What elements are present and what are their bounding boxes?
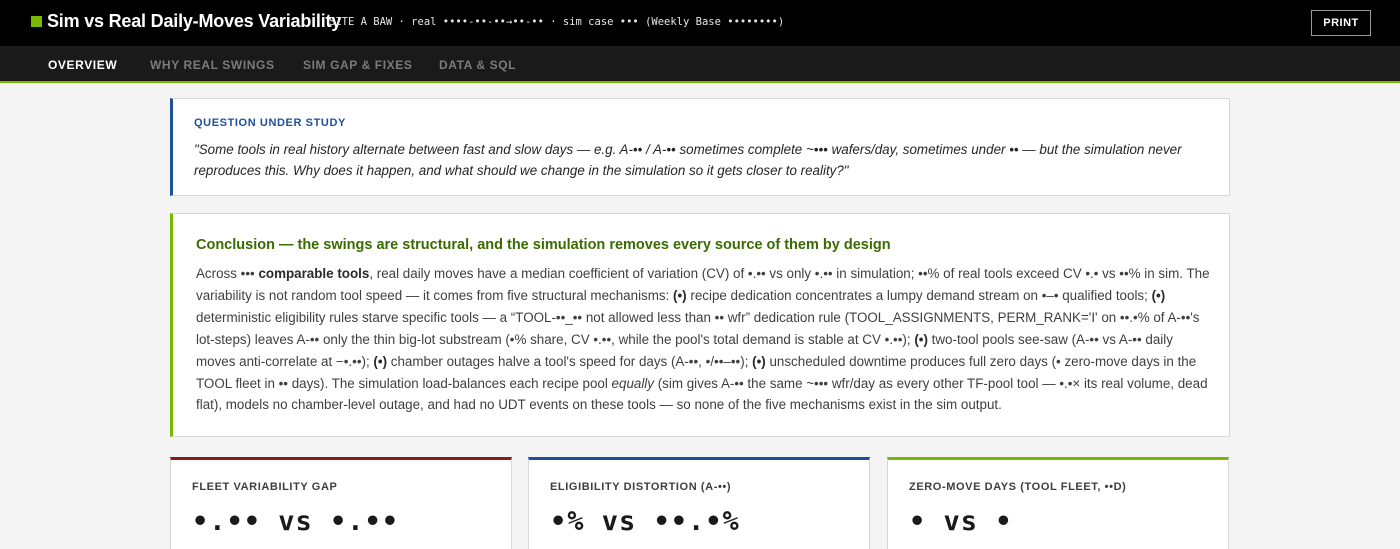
brand-logo-square: [31, 16, 42, 27]
mechanism-marker: (•): [752, 353, 766, 369]
conclusion-title: Conclusion — the swings are structural, and the simulation removes every source of them by design: [196, 237, 891, 253]
top-header-bar: [0, 0, 1400, 46]
tab-bar: [0, 46, 1400, 83]
conclusion-text: , real daily moves have a median coefficient of variation (CV) of •.•• vs only •.•• in simulation; ••% of real tools exceed CV •.• vs ••% in sim. The variability is not random tool speed — it comes from five structural mechanisms:: [196, 266, 1210, 303]
mechanism-marker: (•): [673, 287, 687, 303]
conclusion-text: two-tool pools see-saw (A-•• vs A-•• daily moves anti-correlate at −•.••);: [196, 331, 1173, 369]
metric-card-zero-move-days: [887, 457, 1229, 549]
page-subtitle: SITE A BAW · real ••••-••-••→••-•• · sim case ••• (Weekly Base ••••••••): [329, 16, 785, 28]
conclusion-card: [170, 213, 1230, 437]
metric-card-eligibility-distortion: [528, 457, 870, 549]
tab-why-real-swings[interactable]: WHY REAL SWINGS: [150, 58, 275, 72]
metric-label: ZERO-MOVE DAYS (TOOL FLEET, ••D): [909, 481, 1127, 493]
question-text: "Some tools in real history alternate between fast and slow days — e.g. A-•• / A-•• sometimes complete ~••• wafers/day, sometimes under •• — but the simulation never reproduces this. Why does it happen, and what should we change in the simulation so it gets closer to reality?": [194, 142, 1182, 178]
tab-sim-gap-fixes[interactable]: SIM GAP & FIXES: [303, 58, 413, 72]
metric-value: •.•• vs •.••: [192, 506, 400, 537]
mechanism-marker: (•): [914, 331, 928, 347]
metric-label: FLEET VARIABILITY GAP: [192, 481, 338, 493]
conclusion-text: deterministic eligibility rules starve specific tools — a “TOOL-••_•• not allowed less than •• wfr” dedication rule (TOOL_ASSIGNMENTS, PERM_RANK='I' on ••.•% of A-••'s lot-steps) leaves A-•• only the thin big-lot substream (•% share, CV •.••, while the pool's total demand is stable at CV •.••);: [196, 309, 1200, 347]
conclusion-text: unscheduled downtime produces full zero days (• zero-move days in the TOOL fleet in •• days). The simulation load-balances each recipe pool: [196, 353, 1197, 391]
question-card: [170, 98, 1230, 196]
tab-data-sql[interactable]: DATA & SQL: [439, 58, 517, 72]
conclusion-emphasis: comparable tools: [258, 266, 370, 281]
page-title: Sim vs Real Daily-Moves Variability: [47, 11, 342, 31]
conclusion-text: (sim gives A-•• the same ~••• wfr/day as every other TF-pool tool — •.•× its real volume, dead flat), models no chamber-level outage, and had no UDT events on these tools — so none of the five mechanisms exist in the sim output.: [196, 375, 1208, 413]
question-label: QUESTION UNDER STUDY: [194, 117, 346, 129]
metric-card-fleet-variability: [170, 457, 512, 549]
conclusion-text: chamber outages halve a tool's speed for days (A-••, •/••–••);: [387, 353, 753, 369]
print-button[interactable]: PRINT: [1311, 10, 1371, 36]
metric-label: ELIGIBILITY DISTORTION (A-••): [550, 481, 732, 493]
metric-value: • vs •: [909, 506, 1013, 537]
conclusion-body: [196, 263, 1212, 416]
mechanism-marker: (•): [373, 353, 388, 369]
conclusion-text: Across •••: [196, 266, 259, 281]
mechanism-marker: (•): [1151, 287, 1166, 303]
conclusion-italic: equally: [611, 375, 654, 391]
conclusion-text: recipe dedication concentrates a lumpy demand stream on •–• qualified tools;: [686, 287, 1152, 303]
tab-overview[interactable]: OVERVIEW: [48, 58, 118, 72]
metric-value: •% vs ••.•%: [550, 506, 740, 537]
